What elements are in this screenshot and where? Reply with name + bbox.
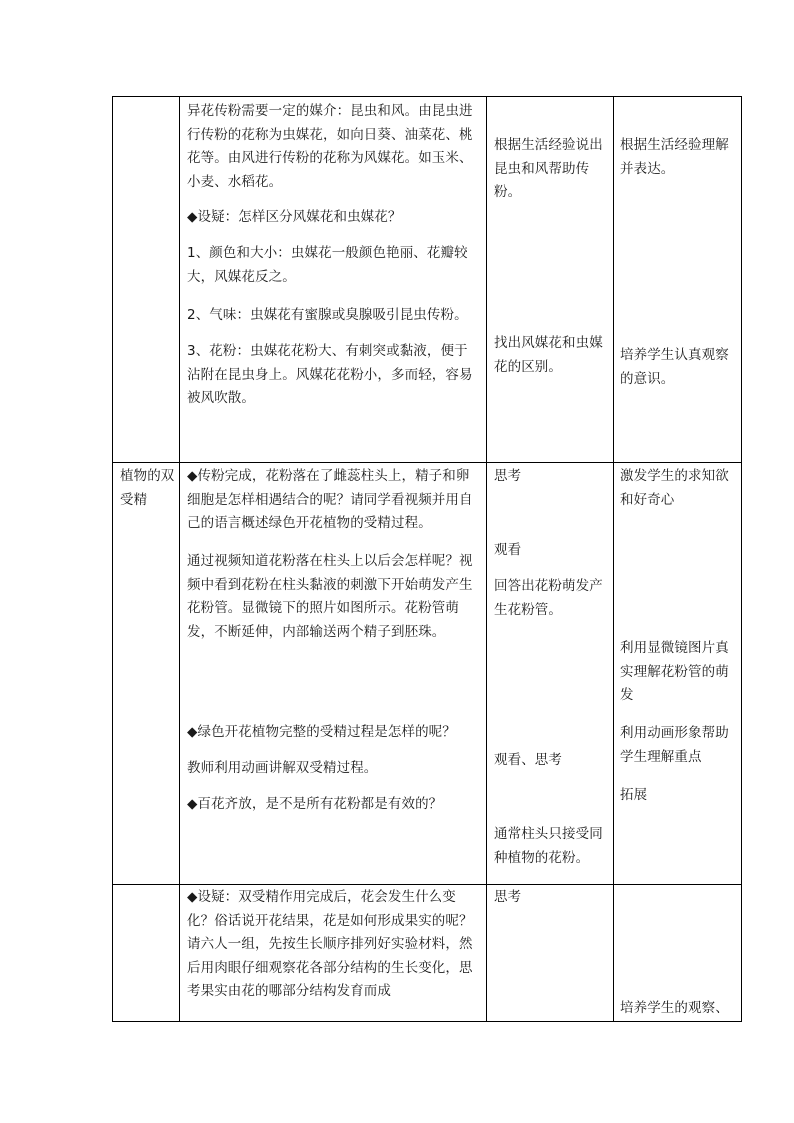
- teaching-content-cell: [187, 793, 479, 817]
- design-intent-cell: [620, 134, 738, 181]
- student-activity-cell: [494, 539, 612, 563]
- student-activity-text: 找出风媒花和虫媒花的区别。: [494, 335, 603, 375]
- column-divider: [486, 96, 487, 1022]
- teaching-content-cell: [187, 206, 479, 230]
- teaching-content-cell: [187, 100, 479, 194]
- student-activity-text: 思考: [494, 468, 522, 484]
- column-divider: [741, 96, 742, 1022]
- student-activity-text: 回答出花粉萌发产生花粉管。: [494, 578, 603, 618]
- teaching-content-cell: [187, 886, 479, 1004]
- design-intent-text: 培养学生的观察、: [620, 1000, 729, 1016]
- table-border-top: [112, 96, 742, 97]
- content-paragraph: ◆设疑：双受精作用完成后，花会发生什么变化？俗话说开花结果，花是如何形成果实的呢？请六人一组，先按生长顺序排列好实验材料，然后用肉眼仔细观察花各部分结构的生长变化，思考果实由花的哪部分结构发育而成: [187, 889, 473, 999]
- student-activity-text: 思考: [494, 889, 522, 905]
- student-activity-cell: [494, 332, 612, 379]
- content-paragraph: 3、花粉：虫媒花花粉大、有刺突或黏液，便于沾附在昆虫身上。风媒花花粉小，多而轻，容易被风吹散。: [187, 343, 473, 406]
- student-activity-cell: [494, 823, 612, 870]
- teaching-content-cell: [187, 465, 479, 536]
- design-intent-text: 利用动画形象帮助学生理解重点: [620, 725, 729, 765]
- teaching-content-cell: [187, 721, 479, 745]
- student-activity-cell: [494, 134, 612, 205]
- design-intent-cell: [620, 344, 738, 391]
- student-activity-cell: [494, 575, 612, 622]
- design-intent-cell: [620, 722, 738, 769]
- teaching-content-cell: [187, 304, 479, 328]
- design-intent-cell: [620, 637, 738, 708]
- teaching-content-cell: [187, 340, 479, 411]
- design-intent-text: 激发学生的求知欲和好奇心: [620, 468, 729, 508]
- student-activity-text: 通常柱头只接受同种植物的花粉。: [494, 826, 603, 866]
- lesson-plan-table: [112, 96, 742, 1022]
- column-divider: [179, 96, 180, 1022]
- row-divider: [112, 884, 742, 885]
- content-paragraph: 1、颜色和大小：虫媒花一般颜色艳丽、花瓣较大，风媒花反之。: [187, 245, 468, 285]
- teaching-content-cell: [187, 242, 479, 289]
- teaching-stage-label: 植物的双受精: [120, 468, 175, 508]
- design-intent-cell: [620, 997, 738, 1021]
- content-paragraph: 通过视频知道花粉落在柱头上以后会怎样呢？视频中看到花粉在柱头黏液的刺激下开始萌发产生花粉管。显微镜下的照片如图所示。花粉管萌发，不断延伸，内部输送两个精子到胚珠。: [187, 553, 473, 640]
- content-paragraph: 教师利用动画讲解双受精过程。: [187, 760, 378, 776]
- design-intent-text: 根据生活经验理解并表达。: [620, 137, 729, 177]
- teaching-content-cell: [187, 757, 479, 781]
- student-activity-cell: [494, 465, 612, 489]
- content-paragraph: ◆传粉完成，花粉落在了雌蕊柱头上，精子和卵细胞是怎样相遇结合的呢？请同学看视频并用自己的语言概述绿色开花植物的受精过程。: [187, 468, 473, 531]
- row-divider: [112, 462, 742, 463]
- content-paragraph: 2、气味：虫媒花有蜜腺或臭腺吸引昆虫传粉。: [187, 307, 468, 323]
- student-activity-cell: [494, 886, 612, 910]
- content-paragraph: ◆绿色开花植物完整的受精过程是怎样的呢？: [187, 724, 456, 740]
- content-paragraph: ◆百花齐放，是不是所有花粉都是有效的？: [187, 796, 443, 812]
- column-divider: [112, 96, 113, 1022]
- teaching-content-cell: [187, 550, 479, 644]
- student-activity-text: 根据生活经验说出昆虫和风帮助传粉。: [494, 137, 603, 200]
- design-intent-cell: [620, 784, 738, 808]
- table-border-bottom: [112, 1021, 742, 1022]
- design-intent-text: 培养学生认真观察的意识。: [620, 347, 729, 387]
- content-paragraph: ◆设疑：怎样区分风媒花和虫媒花？: [187, 209, 402, 225]
- teaching-stage-cell: [120, 465, 178, 512]
- student-activity-text: 观看: [494, 542, 522, 558]
- student-activity-cell: [494, 749, 612, 773]
- design-intent-cell: [620, 465, 738, 512]
- design-intent-text: 拓展: [620, 787, 648, 803]
- column-divider: [613, 96, 614, 1022]
- content-paragraph: 异花传粉需要一定的媒介：昆虫和风。由昆虫进行传粉的花称为虫媒花，如向日葵、油菜花、桃花等。由风进行传粉的花称为风媒花。如玉米、小麦、水稻花。: [187, 103, 473, 190]
- student-activity-text: 观看、思考: [494, 752, 562, 768]
- design-intent-text: 利用显微镜图片真实理解花粉管的萌发: [620, 640, 729, 703]
